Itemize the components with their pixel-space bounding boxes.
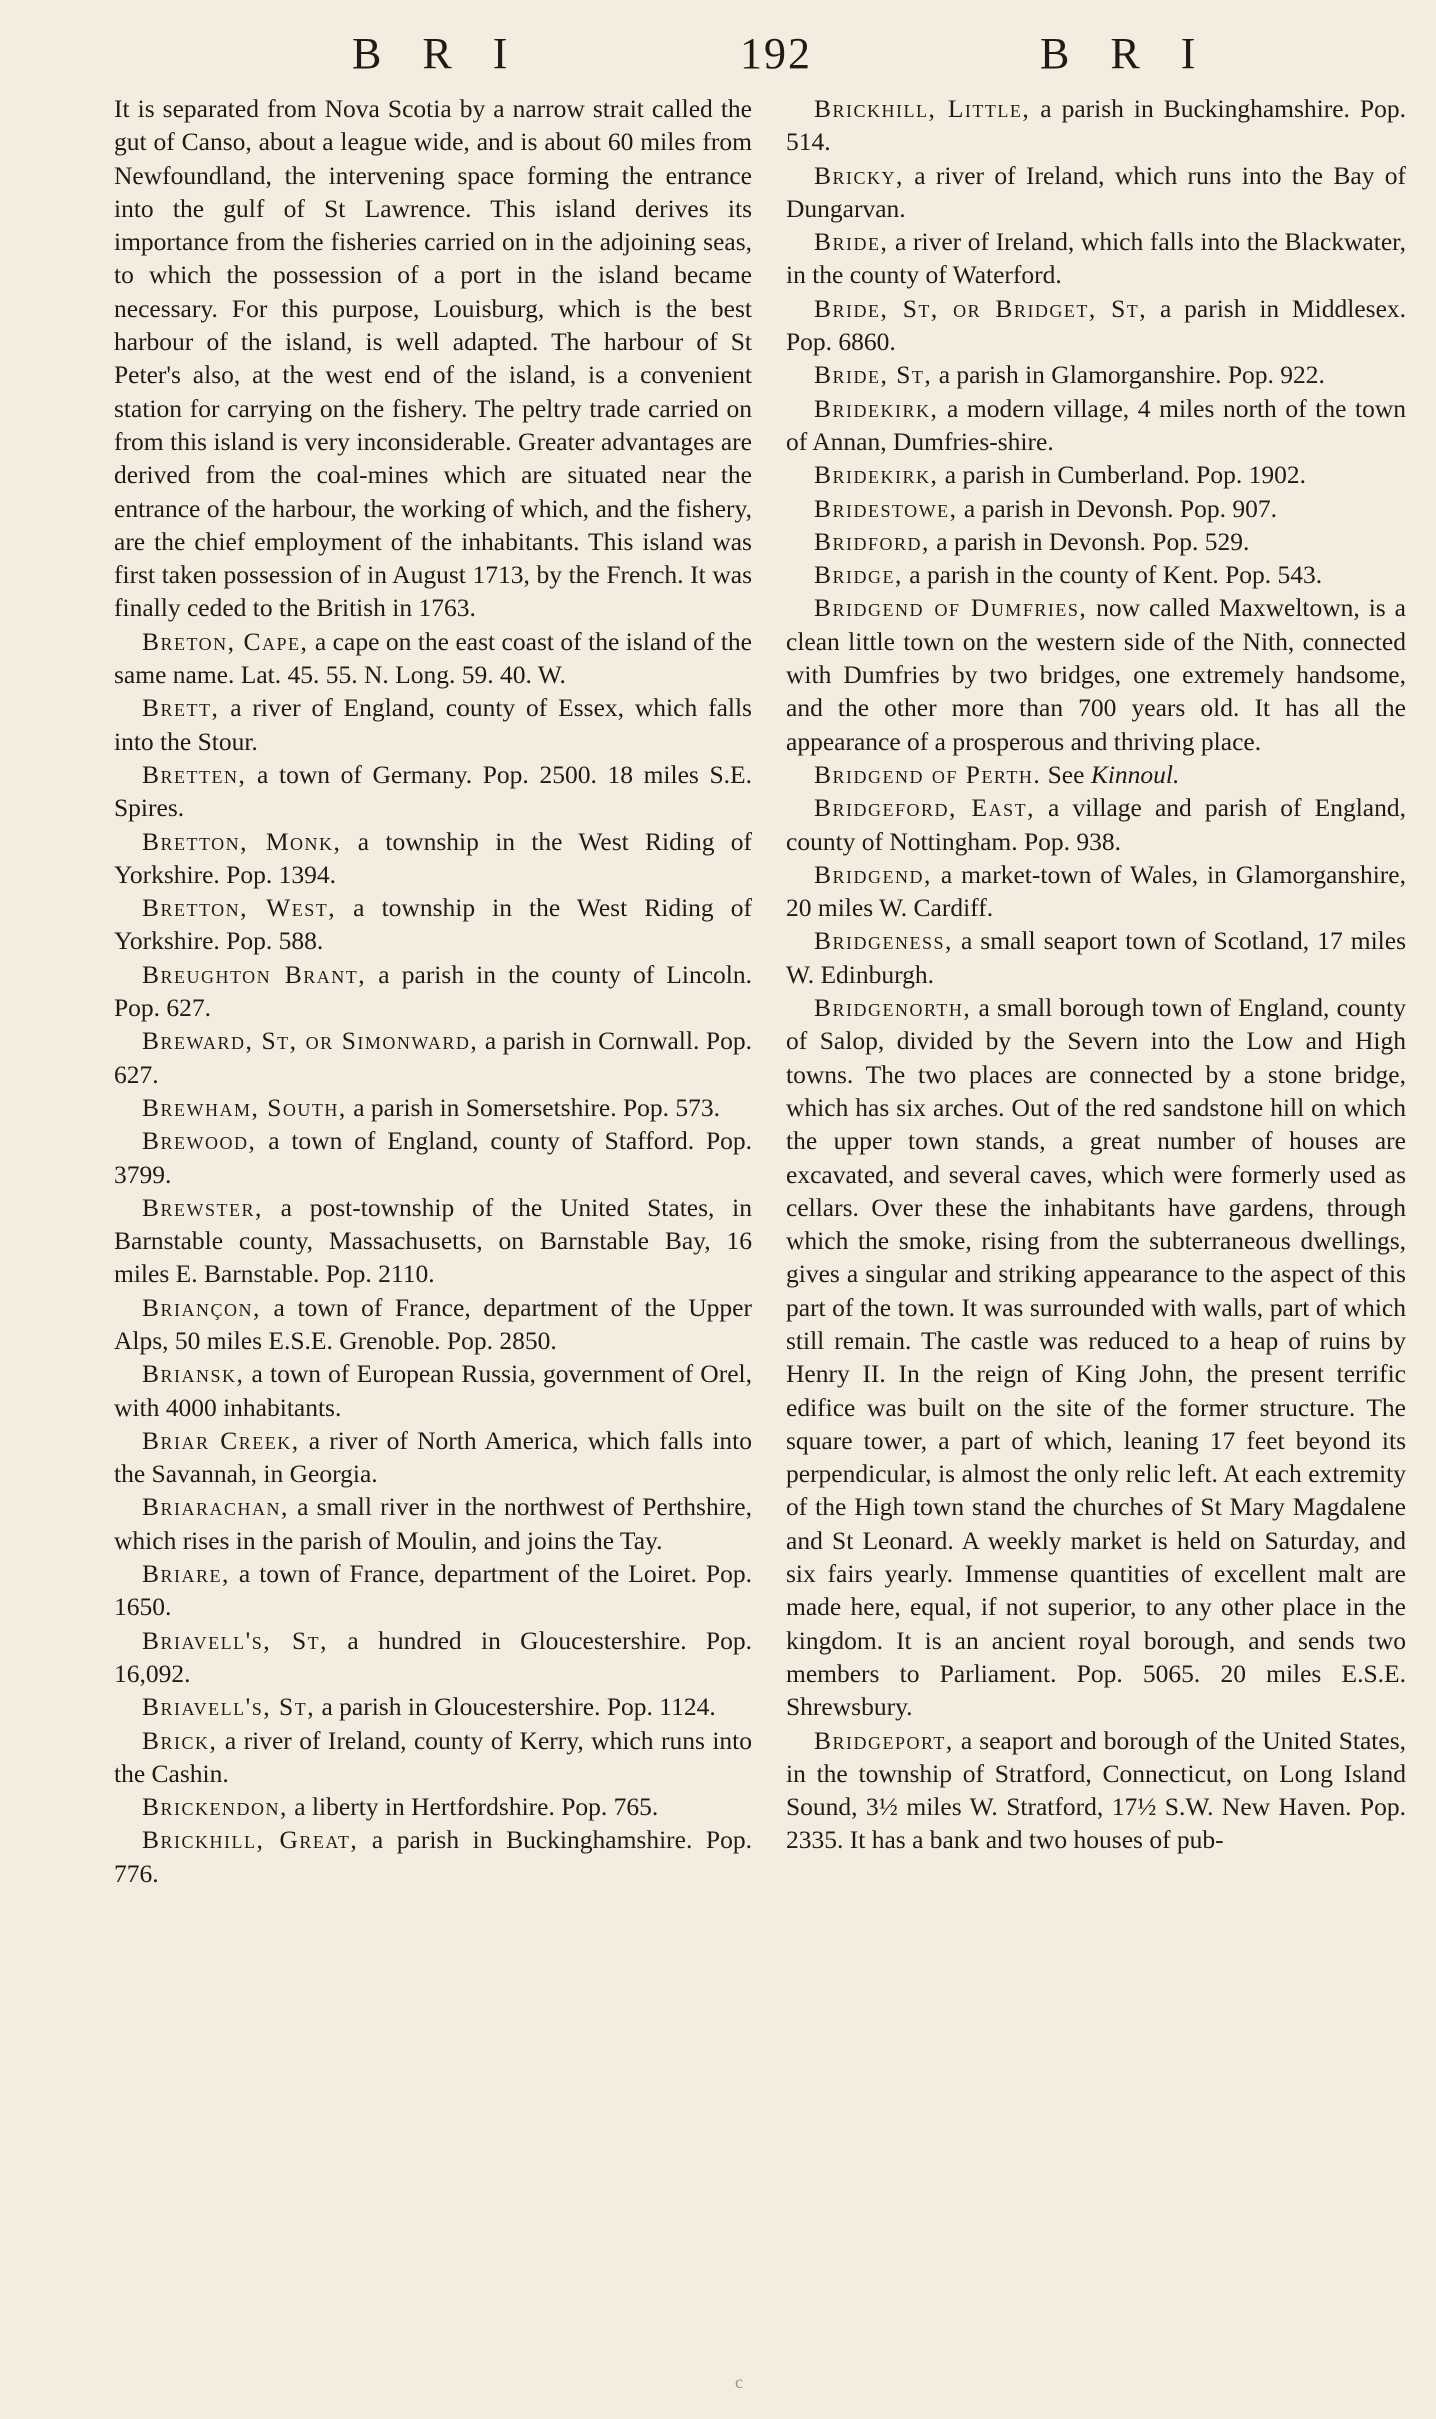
entry-headword: Bridekirk, [814, 460, 939, 490]
entry-text: now called Maxweltown, is a clean little town on the western side of the Nith, connected with Dumfries by two bridges, one extremely handsome, and the other more than 700 years old. It has all the appearance of a prosperous and thriving place. [786, 593, 1406, 756]
entry-headword: Bridgeford, East, [814, 793, 1035, 823]
dictionary-entry [786, 525, 1406, 558]
entry-headword: Brewster, [142, 1192, 263, 1222]
dictionary-entry [786, 225, 1406, 292]
entry-text: a parish in Cornwall. Pop. 627. [114, 1026, 752, 1089]
entry-headword: Breughton Brant, [142, 959, 367, 989]
entry-headword: Brett, [142, 693, 220, 723]
dictionary-entry [114, 1490, 752, 1557]
entry-text: a town of European Russia, government of Orel, with 4000 inhabitants. [114, 1359, 752, 1422]
dictionary-entry [786, 858, 1406, 925]
entry-text: a parish in Cumberland. Pop. 1902. [938, 460, 1306, 490]
entry-text: a town of France, department of the Loiret. Pop. 1650. [114, 1559, 752, 1622]
entry-cross-reference: Kinnoul. [1090, 759, 1180, 789]
page-number: 192 [740, 29, 812, 78]
entry-headword: Bretten, [142, 759, 247, 789]
entry-headword: Bretton, Monk, [142, 826, 342, 856]
dictionary-entry [114, 758, 752, 825]
entry-headword: Bride, [814, 227, 889, 257]
dictionary-entry [786, 458, 1406, 491]
dictionary-entry [786, 591, 1406, 757]
entry-text: a parish in the county of Lincoln. Pop. 627. [114, 959, 752, 1023]
entry-text: a hundred in Gloucestershire. Pop. 16,092. [114, 1625, 752, 1688]
entry-headword: Breward, St, or Simonward, [142, 1026, 479, 1056]
dictionary-entry [786, 358, 1406, 391]
entry-headword: Bricky, [814, 160, 904, 190]
dictionary-entry [114, 1357, 752, 1424]
dictionary-entry [114, 92, 752, 625]
running-header [0, 28, 1436, 88]
entry-text: a post-township of the United States, in Barnstable county, Massachusetts, on Barnstable Bay, 16 miles E. Barnstable. Pop. 2110. [114, 1192, 752, 1289]
entry-text: a river of England, county of Essex, which falls into the Stour. [114, 693, 752, 756]
entry-headword: Bride, St, [814, 360, 933, 390]
entry-text: a parish in Gloucestershire. Pop. 1124. [315, 1692, 716, 1722]
dictionary-entry [786, 924, 1406, 991]
entry-text: a township in the West Riding of Yorkshire. Pop. 588. [114, 893, 752, 956]
entry-headword: Bridford, [814, 526, 930, 556]
entry-headword: Briare, [142, 1559, 230, 1589]
entry-headword: Briar Creek, [142, 1425, 300, 1455]
entry-text: See [1041, 759, 1091, 789]
dictionary-entry [786, 92, 1406, 159]
entry-headword: Bridgend of Perth. [814, 759, 1042, 789]
entry-headword: Bridgeness, [814, 926, 953, 956]
entry-text: a seaport and borough of the United States, in the township of Stratford, Connecticut, on Long Island Sound, 3½ miles W. Stratford, 17½ S.W. New Haven. Pop. 2335. It has a bank and two houses of pub- [786, 1725, 1406, 1855]
dictionary-entry [114, 625, 752, 692]
entry-headword: Brickendon, [142, 1792, 288, 1822]
dictionary-entry [114, 958, 752, 1025]
entry-headword: Bridestowe, [814, 493, 958, 523]
dictionary-entry [114, 1424, 752, 1491]
entry-headword: Brewood, [142, 1126, 257, 1156]
entry-headword: Brickhill, Great, [142, 1825, 359, 1855]
entry-text: a small borough town of England, county of Salop, divided by the Severn into the Low and High towns. The two places are connected by a stone bridge, which has six arches. Out of the red sandstone hill on which the upper town stands, a great number of houses are excavated, and several caves, which were formerly used as cellars. Over these the inhabitants have gardens, through which the smoke, rising from the subterraneous dwellings, gives a singular and striking appearance to the aspect of this part of the town. It was surrounded with walls, part of which still remain. The castle was reduced to a heap of ruins by Henry II. In the reign of King John, the present terrific edifice was built on the site of the former structure. The square tower, a part of which, leaning 17 feet beyond its perpendicular, is almost the only relic left. At each extremity of the High town stand the churches of St Mary Magdalene and St Leonard. A weekly market is held on Saturday, and six fairs yearly. Immense quantities of excellent malt are made here, equal, if not superior, to any other place in the kingdom. It is an ancient royal borough, and sends two members to Parliament. Pop. 5065. 20 miles E.S.E. Shrewsbury. [786, 993, 1406, 1722]
entry-headword: Brewham, South, [142, 1092, 347, 1122]
entry-text: a river of Ireland, which falls into the Blackwater, in the county of Waterford. [786, 227, 1406, 290]
dictionary-entry [786, 991, 1406, 1724]
entry-headword: Brickhill, Little, [814, 94, 1031, 123]
entry-headword: Bride, St, or Bridget, St, [814, 293, 1148, 323]
entry-headword: Breton, Cape, [142, 626, 309, 656]
dictionary-entry [786, 1724, 1406, 1857]
entry-text: a village and parish of England, county of Nottingham. Pop. 938. [786, 793, 1406, 856]
dictionary-entry [114, 1790, 752, 1823]
entry-headword: Bridge, [814, 560, 903, 590]
dictionary-entry [786, 392, 1406, 459]
entry-headword: Briançon, [142, 1292, 261, 1322]
entry-text: a river of Ireland, county of Kerry, which runs into the Cashin. [114, 1725, 752, 1788]
dictionary-entry [114, 1024, 752, 1091]
entry-headword: Bridgend, [814, 859, 932, 889]
left-column [114, 92, 752, 1890]
dictionary-entry [114, 1823, 752, 1890]
entry-text: a parish in Devonsh. Pop. 907. [957, 493, 1277, 523]
entry-text: a parish in Devonsh. Pop. 529. [929, 526, 1250, 556]
entry-text: a parish in the county of Kent. Pop. 543. [902, 560, 1323, 590]
entry-headword: Briarachan, [142, 1492, 289, 1522]
entry-headword: Bridekirk, [814, 393, 939, 423]
dictionary-entry [114, 1091, 752, 1124]
dictionary-entry [114, 1124, 752, 1191]
entry-headword: Briavell's, St, [142, 1692, 316, 1722]
dictionary-entry [786, 492, 1406, 525]
right-column [786, 92, 1406, 1857]
entry-headword: Bridgend of Dumfries, [814, 593, 1088, 623]
signature-mark: c [735, 2372, 743, 2392]
entry-text: a parish in Glamorganshire. Pop. 922. [932, 360, 1325, 390]
entry-text: a market-town of Wales, in Glamorganshire, 20 miles W. Cardiff. [786, 859, 1406, 923]
dictionary-entry [114, 1291, 752, 1358]
dictionary-entry [786, 558, 1406, 591]
dictionary-entry [786, 791, 1406, 858]
dictionary-entry [114, 891, 752, 958]
entry-text: a liberty in Hertfordshire. Pop. 765. [287, 1792, 659, 1822]
entry-text: a town of France, department of the Upper Alps, 50 miles E.S.E. Grenoble. Pop. 2850. [114, 1292, 752, 1355]
entry-text: a river of North America, which falls into the Savannah, in Georgia. [114, 1425, 752, 1489]
entry-text: a parish in Buckinghamshire. Pop. 514. [786, 94, 1406, 157]
dictionary-entry [114, 1191, 752, 1291]
dictionary-entry [114, 1624, 752, 1691]
dictionary-entry [114, 1724, 752, 1791]
entry-text: a modern village, 4 miles north of the town of Annan, Dumfries-shire. [786, 393, 1406, 456]
entry-headword: Briansk, [142, 1359, 245, 1389]
entry-headword: Bridgeport, [814, 1725, 954, 1755]
entry-headword: Brick, [142, 1725, 218, 1755]
entry-headword: Bretton, West, [142, 893, 337, 923]
dictionary-entry [786, 758, 1406, 791]
header-left-guide: B R I [352, 29, 510, 78]
entry-text: a parish in Somersetshire. Pop. 573. [346, 1092, 721, 1122]
entry-text: a parish in Middlesex. Pop. 6860. [786, 293, 1407, 357]
dictionary-entry [114, 691, 752, 758]
entry-text: a small river in the northwest of Perthshire, which rises in the parish of Moulin, and joins the Tay. [114, 1492, 752, 1555]
entry-text: a town of Germany. Pop. 2500. 18 miles S.E. Spires. [114, 759, 752, 823]
dictionary-entry [786, 159, 1406, 226]
dictionary-entry [114, 1690, 752, 1723]
dictionary-entry [114, 825, 752, 892]
dictionary-entry [786, 292, 1406, 359]
entry-text: It is separated from Nova Scotia by a narrow strait called the gut of Canso, about a league wide, and is about 60 miles from Newfoundland, the intervening space forming the entrance into the gulf of St Lawrence. This island derives its importance from the fisheries carried on in the adjoining seas, to which the possession of a port in the island became necessary. For this purpose, Louisburg, which is the best harbour of the island, is well adapted. The harbour of St Peter's also, at the west end of the island, is a convenient station for carrying on the fishery. The peltry trade carried on from this island is very inconsiderable. Greater advantages are derived from the coal-mines which are situated near the entrance of the harbour, the working of which, and the fishery, are the chief employment of the inhabitants. This island was first taken possession of in August 1713, by the French. It was finally ceded to the British in 1763. [114, 94, 752, 623]
entry-text: a small seaport town of Scotland, 17 miles W. Edinburgh. [786, 926, 1406, 989]
entry-text: a township in the West Riding of Yorkshire. Pop. 1394. [114, 826, 752, 889]
header-right-guide: B R I [1040, 29, 1198, 78]
entry-text: a town of England, county of Stafford. Pop. 3799. [114, 1126, 752, 1189]
dictionary-entry [114, 1557, 752, 1624]
entry-text: a parish in Buckinghamshire. Pop. 776. [114, 1825, 752, 1888]
entry-text: a river of Ireland, which runs into the Bay of Dungarvan. [786, 160, 1406, 223]
entry-headword: Briavell's, St, [142, 1625, 329, 1655]
entry-headword: Bridgenorth, [814, 993, 972, 1023]
entry-text: a cape on the east coast of the island of the same name. Lat. 45. 55. N. Long. 59. 40. W. [114, 626, 752, 690]
